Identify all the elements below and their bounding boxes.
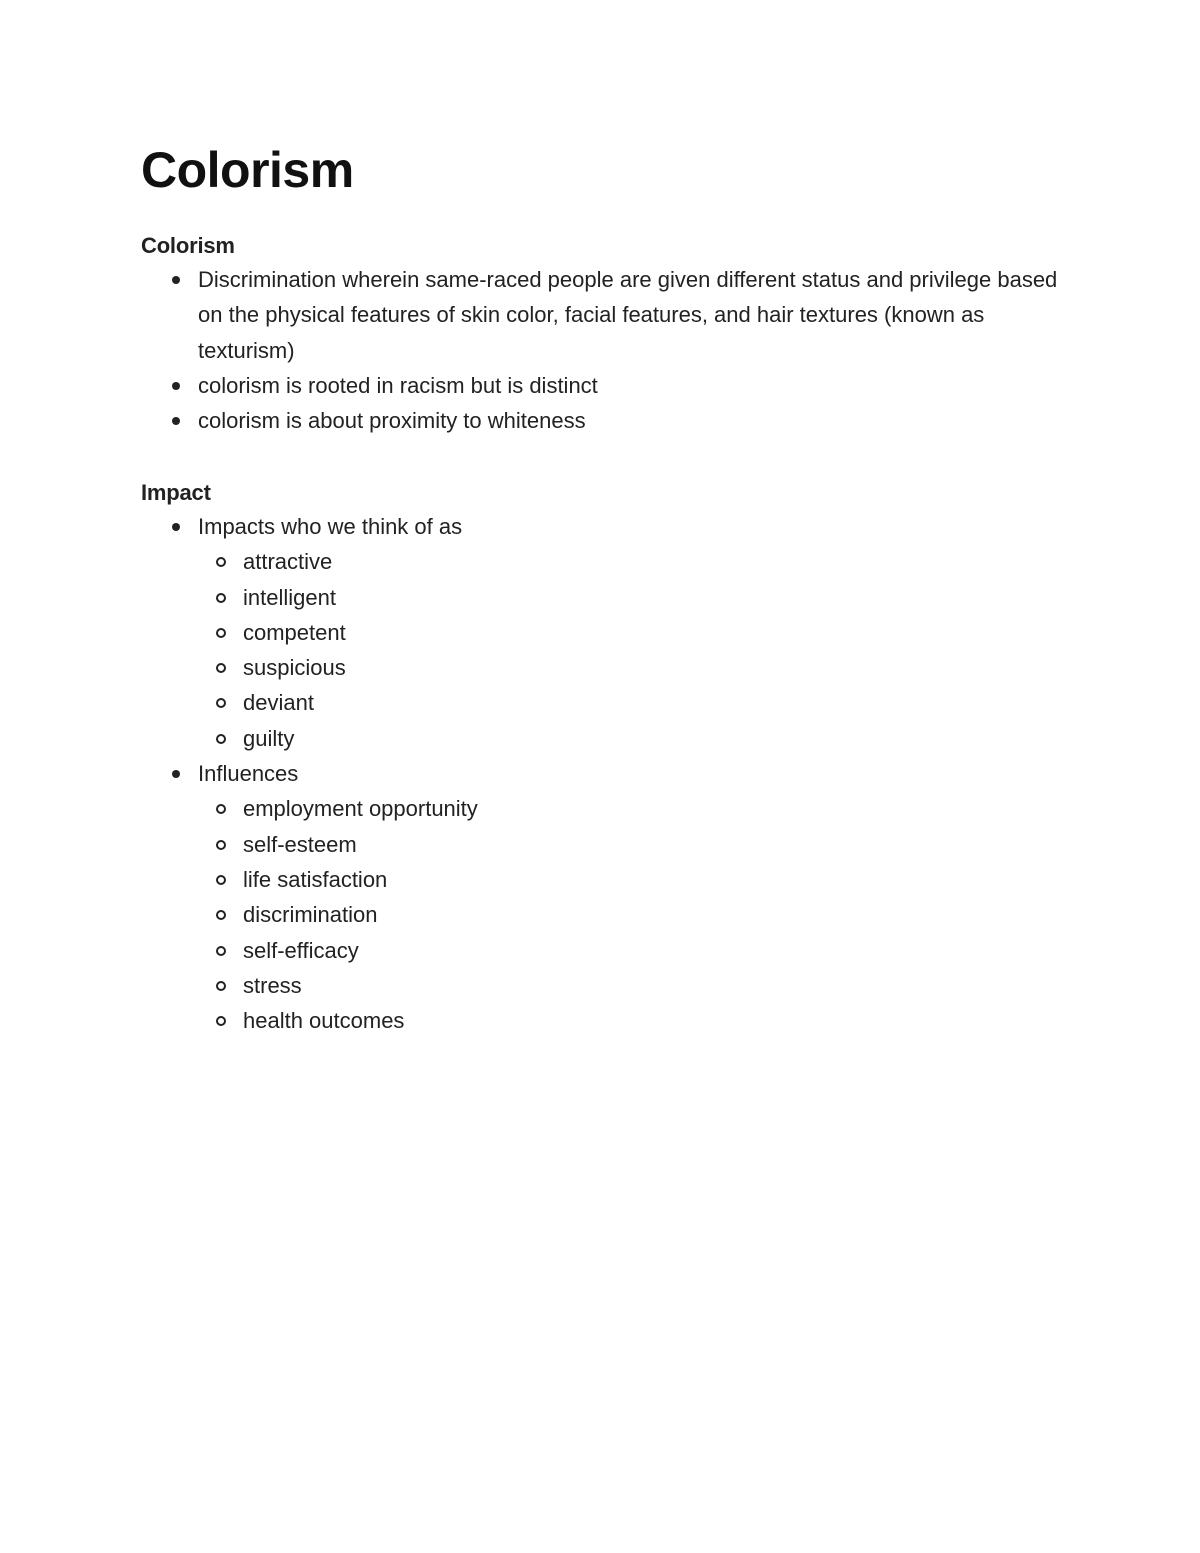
bullet-icon [172,417,180,425]
sub-list-item-text: stress [243,972,302,998]
bullet-icon [172,382,180,390]
sub-bullet-icon [216,910,226,920]
sub-list-item-text: self-esteem [243,831,357,857]
section-heading-impact: Impact [141,480,211,505]
bullet-icon [172,523,180,531]
sub-list-item-text: attractive [243,549,333,575]
sub-list-item-text: employment opportunity [243,796,478,822]
sub-bullet-icon [216,628,226,638]
bullet-icon [172,770,180,778]
sub-bullet-icon [216,1016,226,1026]
list-item-text: colorism is rooted in racism but is distinct [198,372,598,398]
sub-list-item [198,827,1061,862]
list-item [141,403,1061,438]
list-item-text: colorism is about proximity to whiteness [198,408,586,434]
sub-list-item [198,1003,1061,1038]
sub-bullet-icon [216,875,226,885]
impacts-sub-list [198,544,1061,756]
list-item-influences [141,756,1061,1038]
sub-bullet-icon [216,663,226,673]
sub-list-item [198,791,1061,826]
sub-bullet-icon [216,946,226,956]
impact-bullet-list [141,509,1061,1038]
sub-list-item-text: self-efficacy [243,937,359,963]
sub-list-item [198,721,1061,756]
sub-bullet-icon [216,734,226,744]
sub-list-item [198,615,1061,650]
sub-list-item-text: guilty [243,725,295,751]
sub-bullet-icon [216,804,226,814]
sub-list-item [198,897,1061,932]
sub-list-item-text: intelligent [243,584,336,610]
list-item-text: Influences [198,761,299,787]
list-item-text: Discrimination wherein same-raced people are given different status and privilege based on the physical features of skin color, facial features, and hair textures (known as texturism) [198,267,1058,363]
sub-list-item [198,544,1061,579]
influences-sub-list [198,791,1061,1038]
sub-list-item-text: competent [243,619,346,645]
sub-bullet-icon [216,840,226,850]
sub-list-item [198,968,1061,1003]
list-item-text: Impacts who we think of as [198,514,463,539]
colorism-bullet-list [141,262,1061,438]
sub-list-item-text: discrimination [243,902,378,928]
sub-bullet-icon [216,557,226,567]
section-impact [141,477,1061,1038]
sub-list-item-text: deviant [243,690,314,716]
sub-list-item [198,933,1061,968]
sub-bullet-icon [216,593,226,603]
list-item [141,262,1061,368]
sub-list-item [198,650,1061,685]
sub-list-item [198,862,1061,897]
sub-list-item [198,685,1061,720]
sub-list-item-text: life satisfaction [243,866,388,892]
section-colorism [141,230,1061,438]
sub-list-item-text: suspicious [243,655,346,681]
sub-bullet-icon [216,981,226,991]
sub-list-item-text: health outcomes [243,1008,405,1034]
bullet-icon [172,276,180,284]
sub-bullet-icon [216,698,226,708]
sub-list-item [198,580,1061,615]
document-title: Colorism [141,142,354,198]
list-item-impacts [141,509,1061,756]
section-heading-colorism: Colorism [141,233,235,258]
list-item [141,368,1061,403]
